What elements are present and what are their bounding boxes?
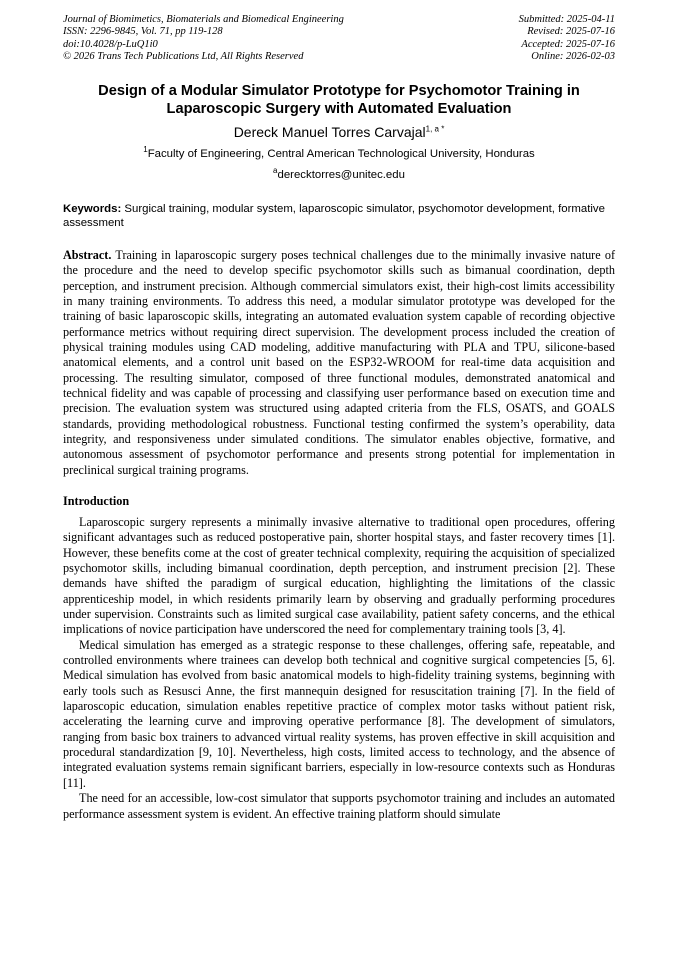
- affiliation-mark: 1: [143, 144, 148, 154]
- intro-paragraph: Medical simulation has emerged as a strategic response to these challenges, offering safe, repeatable, and controlled environments where trainees can develop both technical and cognitive surgical competencies [5, 6]. Medical simulation has evolved from basic anatomical models to high-fidelity training systems, beginning with early tools such as Resusci Anne, the first mannequin designed for resuscitation training [7]. In the field of laparoscopic education, simulation enables repetitive practice of complex motor tasks without patient risk, accelerating the learning curve and improving operative performance [8]. The development of simulators, ranging from basic box trainers to advanced virtual reality systems, has proven effective in skill acquisition and procedural standardization [9, 10]. Nevertheless, high costs, limited access to technology, and the absence of integrated evaluation systems remain significant barriers, especially in low-resource contexts such as Honduras [11].: [63, 637, 615, 790]
- abstract-text: Training in laparoscopic surgery poses technical challenges due to the minimally invasive nature of the procedure and the need to develop specific psychomotor skills such as bimanual coordination, depth perception, and instrument precision. Although commercial simulators exist, their high-cost limits accessibility in many training environments. To address this need, a modular simulator prototype was developed for the training of basic laparoscopic skills, integrating an automated evaluation system capable of recording objective performance metrics without requiring direct supervision. The development process included the creation of physical training modules using CAD modeling, additive manufacturing with PLA and TPU, silicone-based anatomical elements, and a control unit based on the ESP32-WROOM for real-time data acquisition and processing. The resulting simulator, composed of three functional modules, demonstrated anatomical and technical fidelity and was capable of processing and classifying user performance based on execution time and precision. The evaluation system was structured using adapted criteria from the FLS, OSATS, and GOALS standards, providing methodological robustness. Functional testing confirmed the system’s operability, data integrity, and responsiveness under simulated conditions. The simulator enables objective, formative, and autonomous assessment of psychomotor performance and presents strong potential for implementation in preclinical surgical training programs.: [63, 247, 616, 477]
- email-text: derecktorres@unitec.edu: [277, 168, 405, 181]
- copyright-notice: © 2026 Trans Tech Publications Ltd, All Rights Reserved: [63, 51, 304, 63]
- article-doi: doi:10.4028/p-LuQ1i0: [63, 38, 158, 50]
- affiliation: [63, 144, 615, 161]
- abstract-label: Abstract.: [63, 247, 112, 262]
- keywords-text: Surgical training, modular system, laparoscopic simulator, psychomotor development, formative assessment: [63, 202, 605, 230]
- journal-info: [63, 14, 344, 64]
- author-line: [63, 123, 615, 141]
- email-mark: a: [273, 165, 278, 175]
- online-date: Online: 2026-02-03: [531, 51, 615, 63]
- accepted-date: Accepted: 2025-07-16: [521, 38, 615, 50]
- paper-title: Design of a Modular Simulator Prototype for Psychomotor Training in Laparoscopic Surgery with Automated Evaluation: [98, 82, 580, 118]
- keywords-block: [63, 202, 615, 231]
- keywords-label: Keywords:: [63, 202, 122, 215]
- submitted-date: Submitted: 2025-04-11: [518, 14, 615, 25]
- revised-date: Revised: 2025-07-16: [527, 26, 615, 38]
- author-name: Dereck Manuel Torres Carvajal: [233, 123, 426, 140]
- intro-paragraph: Laparoscopic surgery represents a minimally invasive alternative to traditional open procedures, offering significant advantages such as reduced postoperative pain, shorter hospital stays, and faster recovery times [1]. However, these benefits come at the cost of greater technical complexity, requiring the acquisition of specialized psychomotor skills, including bimanual coordination, depth perception, and instrument precision [2]. These demands have shifted the paradigm of surgical education, highlighting the limitations of the classic apprenticeship model, in which residents primarily learn by observing and gradually performing procedures under supervision. Constraints such as limited surgical case availability, patient safety concerns, and the ethical implications of novice participation have underscored the need for complementary training tools [3, 4].: [63, 514, 615, 637]
- article-dates: [519, 14, 615, 64]
- intro-paragraph: The need for an accessible, low-cost simulator that supports psychomotor training and includes an automated performance assessment system is evident. An effective training platform should simulate: [63, 791, 615, 821]
- author-marks: 1, a *: [425, 123, 445, 133]
- journal-issn: ISSN: 2296-9845, Vol. 71, pp 119-128: [63, 26, 223, 38]
- journal-name: Journal of Biomimetics, Biomaterials and Biomedical Engineering: [63, 14, 344, 25]
- author-email: [63, 165, 615, 182]
- abstract-block: [63, 248, 615, 478]
- journal-header: [63, 14, 615, 64]
- section-heading-introduction: Introduction: [63, 493, 130, 508]
- affiliation-text: Faculty of Engineering, Central American Technological University, Honduras: [147, 147, 535, 160]
